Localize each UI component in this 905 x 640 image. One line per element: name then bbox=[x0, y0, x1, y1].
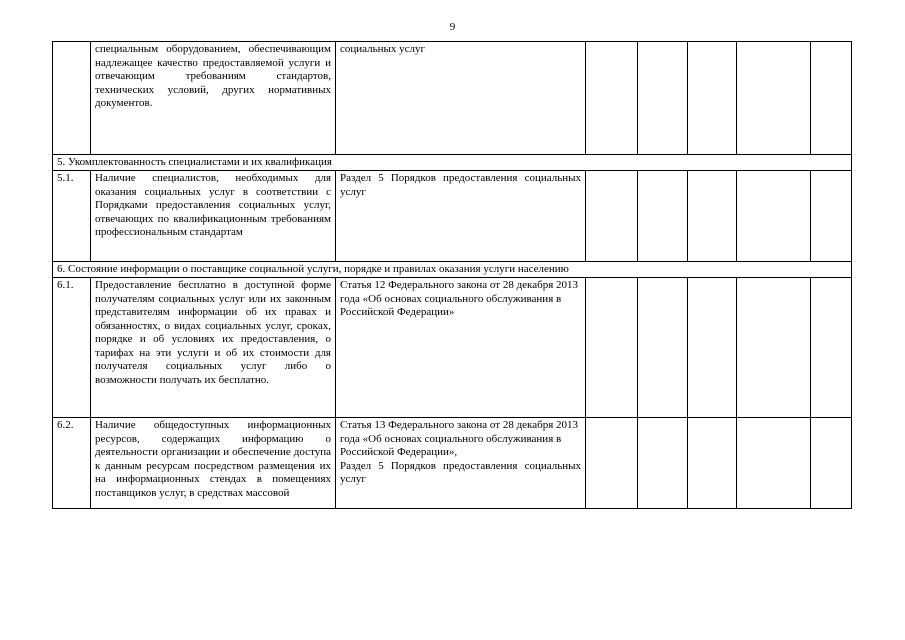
empty-cell bbox=[688, 418, 737, 509]
empty-cell bbox=[737, 278, 811, 418]
table-row bbox=[53, 418, 852, 509]
empty-cell bbox=[586, 278, 638, 418]
empty-cell bbox=[586, 171, 638, 262]
empty-cell bbox=[811, 418, 852, 509]
empty-cell bbox=[688, 278, 737, 418]
empty-cell bbox=[737, 418, 811, 509]
empty-cell bbox=[811, 171, 852, 262]
legal-basis: Раздел 5 Порядков предоставления социальных услуг bbox=[336, 171, 586, 262]
empty-cell bbox=[638, 278, 688, 418]
page-number: 9 bbox=[449, 21, 456, 33]
legal-basis: Статья 12 Федерального закона от 28 декабря 2013 года «Об основах социального обслуживания в Российской Федерации» bbox=[336, 278, 586, 418]
criterion-description: Предоставление бесплатно в доступной форме получателям социальных услуг или их законным представителям информации об их правах и обязанностях, о видах социальных услуг, сроках, порядке и об условиях их предоставления, о тарифах на эти услуги и об их стоимости для получателя социальных услуг либо о возможности получать их бесплатно. bbox=[91, 278, 336, 418]
empty-cell bbox=[737, 171, 811, 262]
criterion-description: специальным оборудованием, обеспечивающим надлежащее качество предоставляемой услуги и отвечающим требованиям стандартов, технических условий, других нормативных документов. bbox=[91, 42, 336, 155]
table-row bbox=[53, 278, 852, 418]
empty-cell bbox=[688, 42, 737, 155]
legal-basis: социальных услуг bbox=[336, 42, 586, 155]
empty-cell bbox=[638, 171, 688, 262]
empty-cell bbox=[586, 42, 638, 155]
table-row bbox=[53, 42, 852, 155]
section-row bbox=[53, 262, 852, 278]
legal-basis-secondary: Раздел 5 Порядков предоставления социальных услуг bbox=[340, 459, 581, 485]
section-heading: 5. Укомплектованность специалистами и их квалификация bbox=[53, 155, 852, 171]
legal-basis-cell bbox=[336, 418, 586, 509]
row-number bbox=[53, 42, 91, 155]
row-number: 6.1. bbox=[53, 278, 91, 418]
empty-cell bbox=[586, 418, 638, 509]
empty-cell bbox=[638, 42, 688, 155]
legal-basis: Статья 13 Федерального закона от 28 декабря 2013 года «Об основах социального обслуживания в Российской Федерации», bbox=[340, 419, 579, 458]
section-heading: 6. Состояние информации о поставщике социальной услуги, порядке и правилах оказания услуги населению bbox=[53, 262, 852, 278]
criteria-table bbox=[52, 41, 852, 509]
criterion-description: Наличие общедоступных информационных ресурсов, содержащих информацию о деятельности организации и обеспечение доступа к данным ресурсам посредством размещения их на информационных стендах в помещениях поставщиков услуг, в средствах массовой bbox=[91, 418, 336, 509]
section-row bbox=[53, 155, 852, 171]
table-row bbox=[53, 171, 852, 262]
empty-cell bbox=[811, 278, 852, 418]
criterion-description: Наличие специалистов, необходимых для оказания социальных услуг в соответствии с Порядками предоставления социальных услуг, отвечающих по квалификационным требованиям профессиональным стандартам bbox=[91, 171, 336, 262]
empty-cell bbox=[688, 171, 737, 262]
row-number: 5.1. bbox=[53, 171, 91, 262]
row-number: 6.2. bbox=[53, 418, 91, 509]
empty-cell bbox=[638, 418, 688, 509]
empty-cell bbox=[811, 42, 852, 155]
empty-cell bbox=[737, 42, 811, 155]
